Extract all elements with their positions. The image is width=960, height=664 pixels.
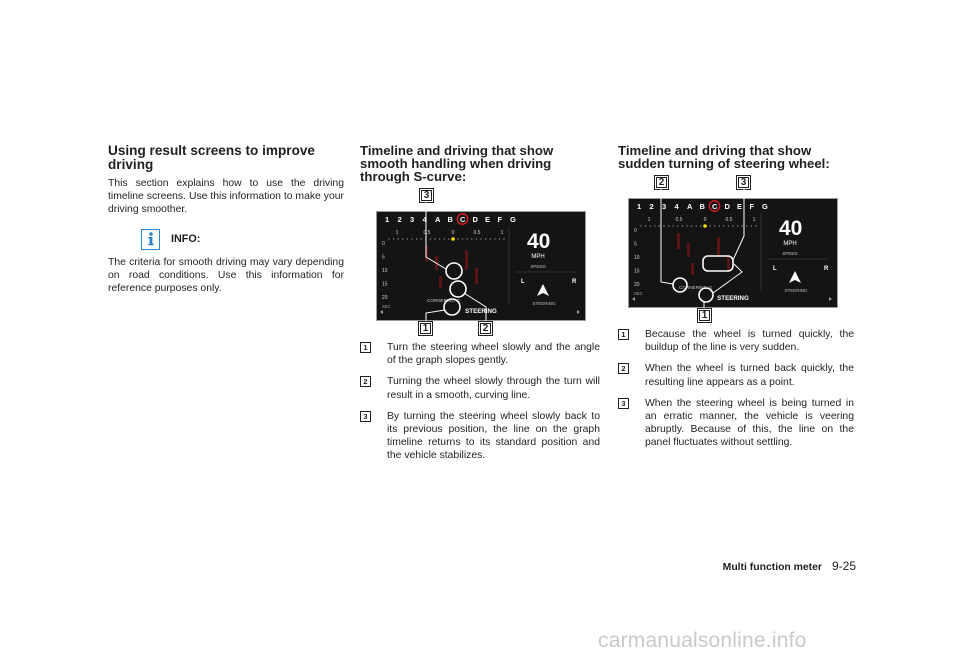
time-row-label: 5 xyxy=(634,241,637,248)
item-number: 3 xyxy=(618,398,629,409)
left-indicator: L xyxy=(521,279,525,285)
screen-tab: 2 xyxy=(649,202,654,211)
callout-1: 1 xyxy=(418,321,433,336)
smooth-notes-list xyxy=(360,341,600,463)
callout-3: 3 xyxy=(736,175,751,190)
steering-small-label: STEERING xyxy=(532,301,556,306)
time-row-label: 10 xyxy=(382,268,388,274)
scale-label: 0.5 xyxy=(473,230,481,236)
speed-unit: MPH xyxy=(783,241,797,247)
scale-label: 1 xyxy=(752,217,756,223)
time-row-label: 5 xyxy=(382,254,385,261)
list-item xyxy=(618,397,854,450)
speed-value: 40 xyxy=(779,217,803,240)
column-sudden-turning xyxy=(618,144,854,458)
item-text: Because the wheel is turned quickly, the buildup of the line is very sudden. xyxy=(645,329,854,354)
screen-tab: C xyxy=(712,202,718,211)
item-number: 2 xyxy=(360,376,371,387)
callout-2: 2 xyxy=(654,175,669,190)
item-text: Turning the wheel slowly through the turn will result in a smooth, curving line. xyxy=(387,376,600,401)
scale-label: 0 xyxy=(703,217,707,223)
time-row-label: 0 xyxy=(634,228,637,234)
info-icon xyxy=(141,229,160,250)
screen-tab: D xyxy=(724,202,730,211)
callout-3: 3 xyxy=(419,188,434,203)
screen-tab: 3 xyxy=(662,202,667,211)
item-text: Turn the steering wheel slowly and the angle of the graph slopes gently. xyxy=(387,342,600,367)
screen-bottom-label: STEERING xyxy=(717,295,749,302)
left-indicator: L xyxy=(773,266,777,272)
screen-tab: 3 xyxy=(410,215,415,224)
list-item xyxy=(360,375,600,401)
column-intro xyxy=(108,144,344,295)
speed-unit: MPH xyxy=(531,254,545,260)
watermark: carmanualsonline.info xyxy=(598,629,807,652)
scale-label: 0.5 xyxy=(725,217,733,223)
callout-leaders xyxy=(360,185,600,337)
info-title: INFO: xyxy=(171,233,201,246)
list-item xyxy=(360,341,600,367)
callout-1: 1 xyxy=(697,308,712,323)
speed-value: 40 xyxy=(527,230,551,253)
screen-tab: A xyxy=(687,202,693,211)
time-row-label: 15 xyxy=(382,281,388,288)
screen-tab: G xyxy=(762,202,768,211)
screen-tab: 1 xyxy=(385,215,390,224)
scale-label: 1 xyxy=(395,230,399,236)
screen-tab: G xyxy=(510,215,516,224)
screen-tab: A xyxy=(435,215,441,224)
screen-tab: E xyxy=(737,202,743,211)
time-row-label: 15 xyxy=(634,268,640,275)
time-row-label: 10 xyxy=(634,255,640,261)
item-number: 1 xyxy=(360,342,371,353)
screen-tab: 4 xyxy=(422,215,427,224)
screen-tab: 1 xyxy=(637,202,642,211)
screen-tab: 4 xyxy=(674,202,679,211)
screen-tab: F xyxy=(497,215,503,224)
steering-small-label: STEERING xyxy=(784,288,808,293)
time-row-label: 0 xyxy=(382,241,385,247)
list-item xyxy=(618,362,854,388)
screen-tab: C xyxy=(460,215,466,224)
sudden-heading: Timeline and driving that show sudden turning of steering wheel: xyxy=(618,143,830,171)
item-number: 1 xyxy=(618,329,629,340)
intro-paragraph: This section explains how to use the driving timeline screens. Use this information to make your driving smoother. xyxy=(108,178,344,216)
callout-leaders xyxy=(618,172,854,324)
screen-tab: 2 xyxy=(397,215,402,224)
sudden-notes-list xyxy=(618,328,854,450)
screen-tab: E xyxy=(485,215,491,224)
list-item xyxy=(360,410,600,463)
scale-label: 1 xyxy=(500,230,504,236)
scale-label: 0.5 xyxy=(675,217,683,223)
time-row-label: 20 xyxy=(634,282,640,288)
time-unit: SEC xyxy=(634,291,643,296)
speed-label: SPEED xyxy=(782,251,798,256)
time-unit: SEC xyxy=(382,304,391,309)
right-indicator: R xyxy=(824,266,829,272)
screen-tab: B xyxy=(447,215,453,224)
item-text: When the steering wheel is being turned in an erratic manner, the vehicle is veering abruptly. Because of this, the line on the panel fluctuates without settling. xyxy=(645,397,854,449)
callout-2: 2 xyxy=(478,321,493,336)
time-row-label: 20 xyxy=(382,295,388,301)
smooth-heading: Timeline and driving that show smooth handling when driving through S-curve: xyxy=(360,143,554,184)
screen-tab: F xyxy=(749,202,755,211)
scale-label: 0 xyxy=(451,230,455,236)
item-number: 2 xyxy=(618,363,629,374)
info-paragraph: The criteria for smooth driving may vary depending on road conditions. Use this information for reference purposes only. xyxy=(108,256,344,295)
sudden-timeline-figure xyxy=(618,172,854,324)
item-number: 3 xyxy=(360,411,371,422)
cornering-label: CORNERING G xyxy=(427,298,460,303)
scale-label: 1 xyxy=(647,217,651,223)
screen-bottom-label: STEERING xyxy=(465,308,497,315)
column-smooth-handling xyxy=(360,144,600,471)
info-header xyxy=(108,229,344,250)
scale-label: 0.5 xyxy=(423,230,431,236)
item-text: By turning the steering wheel slowly back to its previous position, the line on the graph timeline returns to its standard position and the vehicle stabilizes. xyxy=(387,410,600,462)
page-number: 9-25 xyxy=(831,559,856,573)
list-item xyxy=(618,328,854,354)
smooth-timeline-figure xyxy=(360,185,600,337)
screen-tab: B xyxy=(699,202,705,211)
cornering-label: CORNERING G xyxy=(679,285,712,290)
footer-section-title: Multi function meter xyxy=(722,562,822,573)
speed-label: SPEED xyxy=(530,264,546,269)
page-footer xyxy=(723,559,856,573)
section-heading: Using result screens to improve driving xyxy=(108,143,315,172)
right-indicator: R xyxy=(572,279,577,285)
item-text: When the wheel is turned back quickly, the resulting line appears as a point. xyxy=(645,363,854,388)
screen-tab: D xyxy=(472,215,478,224)
